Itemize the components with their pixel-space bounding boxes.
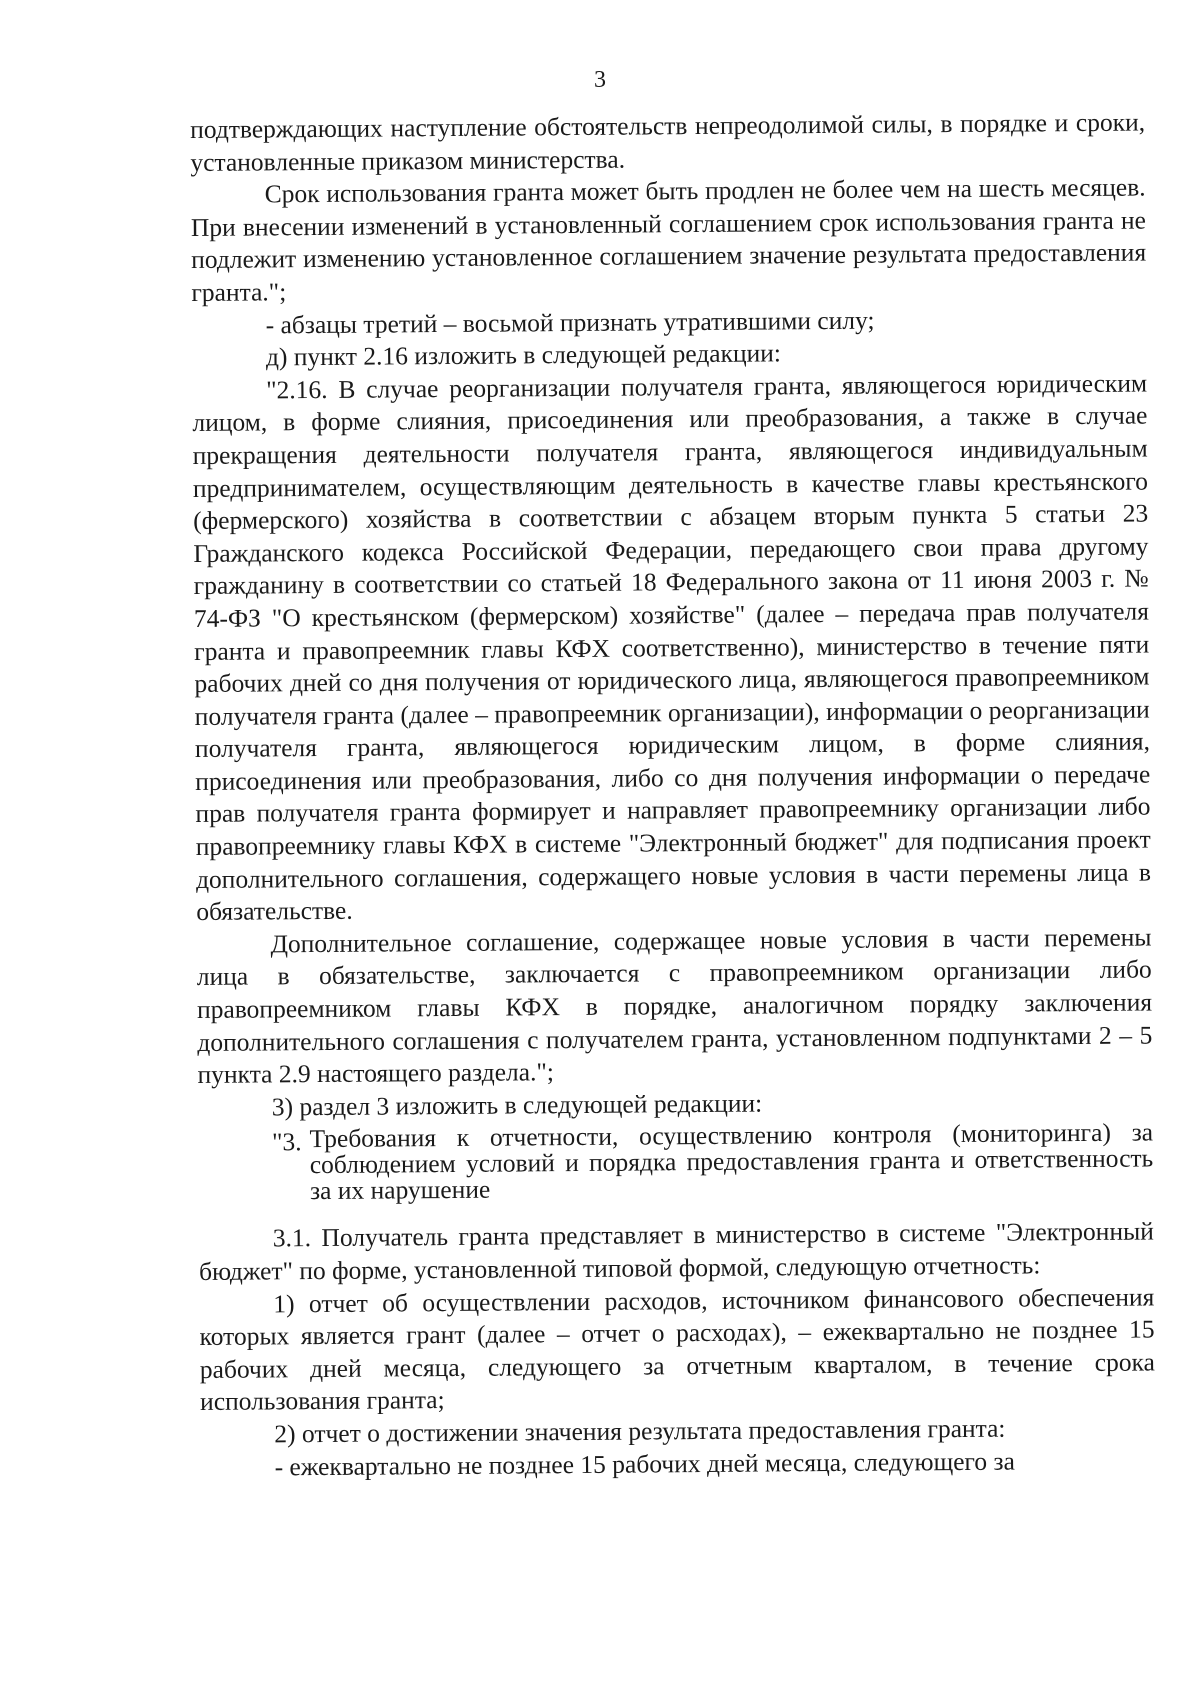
- paragraph: 3) раздел 3 изложить в следующей редакции:: [271, 1088, 763, 1122]
- paragraph: подтверждающих наступление обстоятельств непреодолимой силы, в порядке и сроки, установленные приказом министерства.: [190, 107, 1146, 177]
- paragraph: 2) отчет о достижении значения результата предоставления гранта:: [274, 1413, 1006, 1449]
- paragraph: "2.16. В случае реорганизации получателя гранта, являющегося юридическим лицом, в форме слияния, присоединения или преобразования, а также в случае прекращения деятельности получателя гранта, являющегося индивидуальным предпринимателем, осуществляющим деятельность в качестве главы крестьянского (фермерского) хозяйства в соответствии с абзацем вторым пункта 5 статьи 23 Гражданского кодекса Российской Федерации, передающего свои права другому гражданину в соответствии со статьей 18 Федерального закона от 11 июня 2003 г. № 74-ФЗ "О крестьянском (фермерском) хозяйстве" (далее – передача прав получателя гранта и правопреемник главы КФХ соответственно), министерство в течение пяти рабочих дней со дня получения от юридического лица, являющегося правопреемником получателя гранта (далее – правопреемник организации), информации о реорганизации получателя гранта, являющегося юридическим лицом, в форме слияния, присоединения или преобразования, либо со дня получения информации о передаче прав получателя гранта формирует и направляет правопреемнику организации либо правопреемнику главы КФХ в системе "Электронный бюджет" для подписания проект дополнительного соглашения, содержащего новые условия в части перемены лица в обязательстве.: [192, 368, 1152, 927]
- paragraph: Дополнительное соглашение, содержащее новые условия в части перемены лица в обязательстве, заключается с правопреемником организации либо правопреемником главы КФХ в порядке, аналогичном порядку заключения дополнительного соглашения с получателем гранта, установленном подпунктами 2 – 5 пункта 2.9 настоящего раздела.";: [196, 922, 1153, 1090]
- paragraph: - ежеквартально не позднее 15 рабочих дней месяца, следующего за: [274, 1446, 1015, 1481]
- section-heading: [271, 1117, 1154, 1206]
- paragraph: - абзацы третий – восьмой признать утратившими силу;: [265, 305, 875, 339]
- paragraph: 1) отчет об осуществлении расходов, источником финансового обеспечения которых является грант (далее – отчет о расходах), – ежеквартально не позднее 15 рабочих дней месяца, следующего за отчетным кварталом, в течение срока использования гранта;: [199, 1282, 1155, 1417]
- paragraph: 3.1. Получатель гранта представляет в министерство в системе "Электронный бюджет" по форме, установленной типовой формой, следующую отчетность:: [198, 1216, 1154, 1286]
- paragraph: д) пункт 2.16 изложить в следующей редакции:: [265, 338, 782, 372]
- section-heading-text: Требования к отчетности, осуществлению контроля (мониторинга) за соблюдением условий и порядка предоставления гранта и ответственность за их нарушение: [309, 1117, 1154, 1206]
- section-heading-number: "3.: [271, 1127, 302, 1157]
- paragraph: Срок использования гранта может быть продлен не более чем на шесть месяцев. При внесении изменений в установленный соглашением срок использования гранта не подлежит изменению установленное соглашением значение результата предоставления гранта.";: [190, 172, 1147, 307]
- page-number: 3: [594, 67, 606, 93]
- document-body: [190, 106, 1156, 1484]
